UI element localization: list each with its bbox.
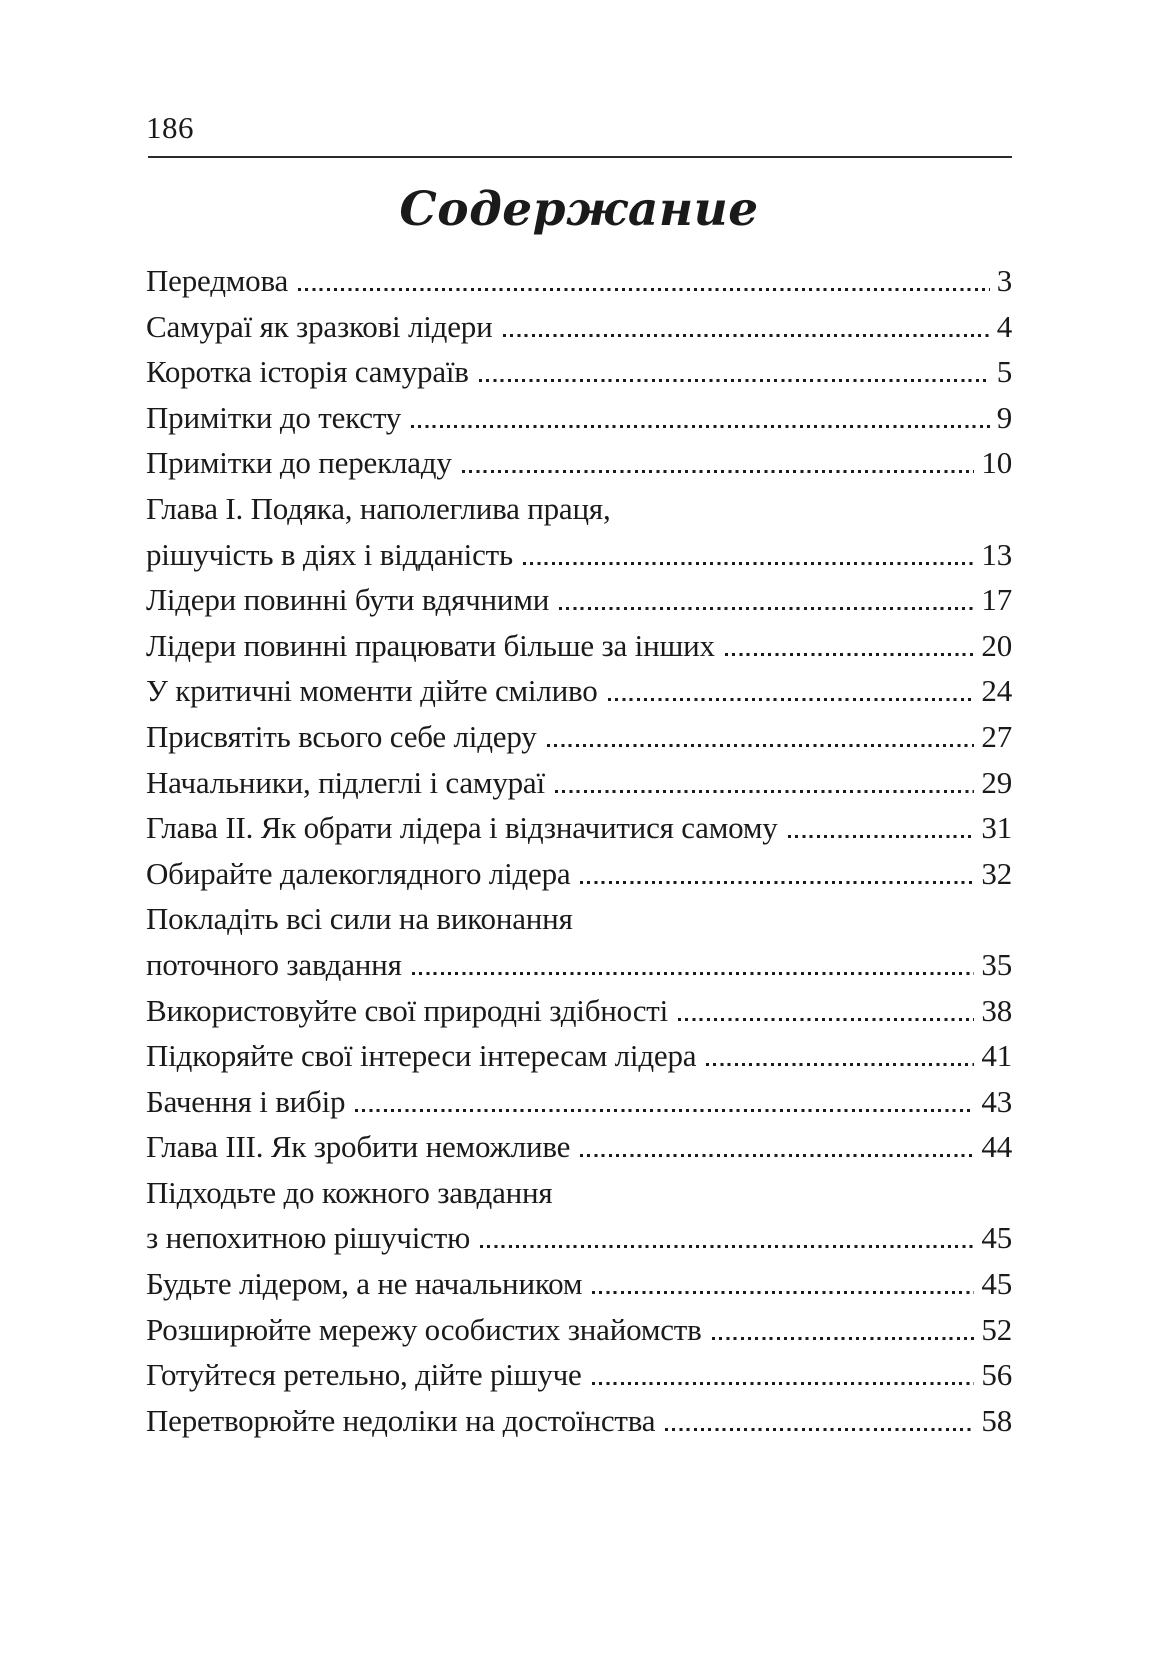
toc-entry <box>146 577 1012 623</box>
toc-entry <box>146 1307 1012 1353</box>
toc-entry-title: Розширюйте мережу особистих знайомств <box>146 1311 702 1347</box>
dotted-leader <box>411 425 990 428</box>
contents-title: Содержание <box>399 182 759 237</box>
toc-page-number: 17 <box>981 582 1012 618</box>
dotted-leader <box>592 1291 974 1294</box>
dotted-leader <box>503 334 990 337</box>
toc-entry-title: Бачення і вибір <box>146 1083 346 1119</box>
dotted-leader <box>480 1245 974 1248</box>
toc-page-number: 32 <box>981 855 1012 891</box>
toc-entry <box>146 851 1012 897</box>
dotted-leader <box>547 744 975 747</box>
toc-entry-title: Примітки до тексту <box>146 399 402 435</box>
dotted-leader <box>479 379 990 382</box>
toc-entry-title: Глава II. Як обрати лідера і відзначитися самому <box>146 810 778 846</box>
dotted-leader <box>788 835 975 838</box>
dotted-leader <box>555 790 974 793</box>
toc-entry <box>146 1079 1012 1125</box>
table-of-contents <box>146 258 1012 1443</box>
toc-entry-title: Присвятіть всього себе лідеру <box>146 718 537 754</box>
toc-page-number: 44 <box>981 1129 1012 1165</box>
toc-entry-title: Глава I. Подяка, наполеглива праця, <box>146 490 611 526</box>
toc-entry-title: Перетворюйте недоліки на достоїнства <box>146 1402 656 1438</box>
toc-entry-title: Передмова <box>146 263 289 298</box>
toc-page-number: 13 <box>981 536 1012 572</box>
toc-entry <box>146 1124 1012 1170</box>
toc-entry-title: поточного завдання <box>146 946 402 982</box>
toc-entry <box>146 1352 1012 1398</box>
toc-page-number: 45 <box>981 1266 1012 1302</box>
dotted-leader <box>355 1109 974 1112</box>
toc-entry <box>146 1215 1012 1261</box>
dotted-leader <box>298 288 990 291</box>
toc-entry <box>146 395 1012 441</box>
toc-page-number: 29 <box>981 764 1012 800</box>
toc-page-number: 20 <box>981 627 1012 663</box>
dotted-leader <box>592 1382 975 1385</box>
toc-entry <box>146 349 1012 395</box>
toc-page-number: 52 <box>981 1311 1012 1347</box>
toc-page-number: 27 <box>981 718 1012 754</box>
toc-page-number: 45 <box>981 1220 1012 1256</box>
toc-page-number: 58 <box>981 1402 1012 1438</box>
toc-page-number: 10 <box>981 445 1012 481</box>
toc-entry-title: Глава III. Як зробити неможливе <box>146 1129 571 1165</box>
toc-entry-title: Коротка історія самураїв <box>146 354 469 390</box>
toc-entry <box>146 988 1012 1034</box>
toc-entry-title: Лідери повинні бути вдячними <box>146 582 550 618</box>
toc-entry-title: Будьте лідером, а не начальником <box>146 1266 583 1302</box>
toc-entry-title: Примітки до перекладу <box>146 445 452 481</box>
toc-entry <box>146 532 1012 578</box>
toc-entry <box>146 304 1012 350</box>
toc-entry <box>146 440 1012 486</box>
toc-entry-title: рішучість в діях і відданість <box>146 536 513 572</box>
dotted-leader <box>412 972 975 975</box>
dotted-leader <box>678 1018 974 1021</box>
toc-entry <box>146 1170 1012 1216</box>
dotted-leader <box>665 1428 974 1431</box>
toc-entry <box>146 1261 1012 1307</box>
toc-entry <box>146 896 1012 942</box>
dotted-leader <box>462 470 975 473</box>
toc-entry-title: з непохитною рішучістю <box>146 1220 471 1256</box>
toc-page-number: 56 <box>981 1357 1012 1393</box>
dotted-leader <box>608 698 975 701</box>
dotted-leader <box>725 653 975 656</box>
toc-entry-title: Підходьте до кожного завдання <box>146 1174 553 1210</box>
toc-entry-title: Лідери повинні працювати більше за інших <box>146 627 715 663</box>
toc-page-number: 5 <box>996 354 1012 390</box>
toc-page-number: 9 <box>996 399 1012 435</box>
toc-entry-title: Використовуйте свої природні здібності <box>146 992 669 1028</box>
toc-entry <box>146 668 1012 714</box>
toc-page-number: 4 <box>996 308 1012 344</box>
toc-entry-title: Покладіть всі сили на виконання <box>146 901 573 937</box>
toc-page-number: 43 <box>981 1083 1012 1119</box>
toc-page-number: 31 <box>981 810 1012 846</box>
dotted-leader <box>706 1063 974 1066</box>
toc-entry <box>146 714 1012 760</box>
toc-entry <box>146 805 1012 851</box>
toc-page-number: 38 <box>981 992 1012 1028</box>
dotted-leader <box>559 607 974 610</box>
dotted-leader <box>580 1154 974 1157</box>
header-divider <box>148 156 1012 158</box>
toc-page-number: 35 <box>981 946 1012 982</box>
toc-entry <box>146 1398 1012 1444</box>
page-number: 186 <box>146 110 194 145</box>
toc-page-number: 3 <box>996 263 1012 298</box>
toc-entry <box>146 258 1012 304</box>
toc-entry-title: Самураї як зразкові лідери <box>146 308 493 344</box>
toc-entry-title: Підкоряйте свої інтереси інтересам лідера <box>146 1038 697 1074</box>
toc-entry-title: Начальники, підлеглі і самураї <box>146 764 545 800</box>
dotted-leader <box>523 562 974 565</box>
toc-entry <box>146 1033 1012 1079</box>
toc-entry <box>146 486 1012 532</box>
toc-entry <box>146 760 1012 806</box>
toc-entry <box>146 942 1012 988</box>
toc-entry-title: Готуйтеся ретельно, дійте рішуче <box>146 1357 582 1393</box>
toc-entry-title: Обирайте далекоглядного лідера <box>146 855 571 891</box>
dotted-leader <box>580 881 974 884</box>
toc-entry-title: У критичні моменти дійте сміливо <box>146 673 598 709</box>
toc-page-number: 24 <box>981 673 1012 709</box>
dotted-leader <box>712 1337 975 1340</box>
toc-entry <box>146 623 1012 669</box>
toc-page-number: 41 <box>981 1038 1012 1074</box>
